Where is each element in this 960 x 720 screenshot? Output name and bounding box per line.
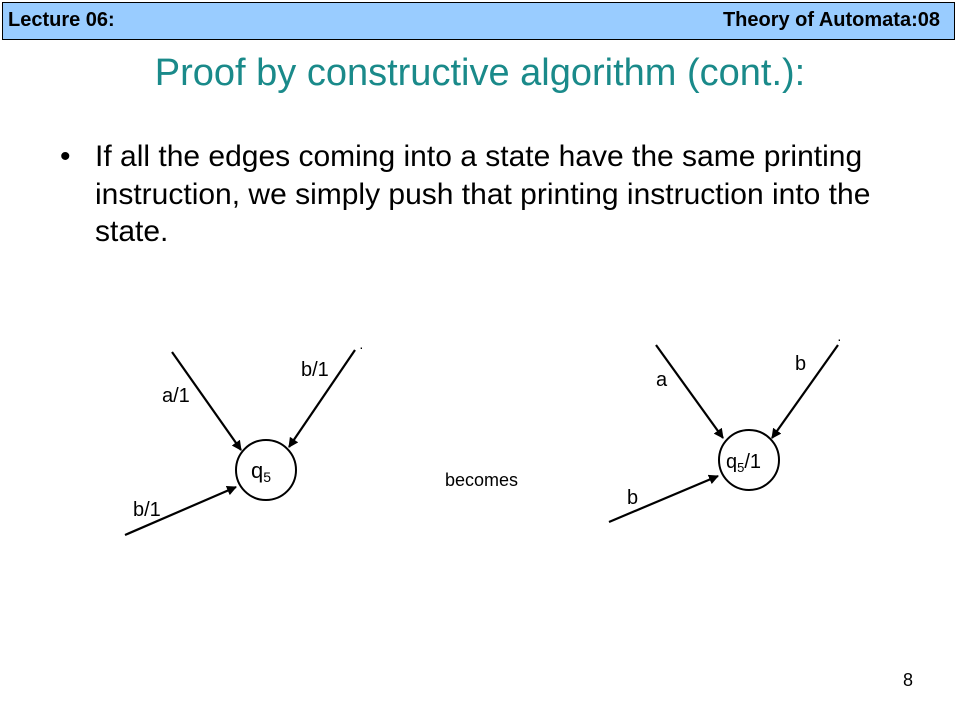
bullet-dot: • — [60, 140, 71, 173]
edge-stub-mark: · — [359, 339, 364, 355]
state-label: q — [726, 451, 738, 473]
edge-arrow-a — [656, 345, 723, 438]
lecture-label: Lecture 06: — [8, 9, 115, 31]
edge-label-a: a — [656, 369, 668, 391]
right-diagram — [609, 331, 842, 522]
becomes-label: becomes — [445, 470, 519, 490]
state-subscript: 5 — [263, 469, 272, 485]
edge-label-b-top: b — [795, 353, 807, 375]
edge-label-a1: a/1 — [162, 385, 190, 407]
course-label: Theory of Automata:08 — [722, 9, 940, 31]
slide-title: Proof by constructive algorithm (cont.): — [154, 52, 806, 94]
state-label: q — [251, 458, 264, 483]
edge-stub-mark: · — [837, 331, 842, 347]
state-output: /1 — [744, 451, 762, 473]
svg-text:q5/1 — [726, 451, 761, 475]
page-number: 8 — [903, 670, 914, 690]
edge-label-b1-top: b/1 — [301, 359, 329, 381]
edge-arrow-b-left — [609, 476, 718, 522]
bullet-text: If all the edges coming into a state have the same printing instruction, we simply push that printing instruction into the state. — [95, 140, 871, 248]
edge-label-b-left: b — [627, 487, 639, 509]
edge-label-b1-left: b/1 — [133, 499, 161, 521]
state-subscript: 5 — [737, 460, 745, 475]
left-diagram — [125, 339, 364, 535]
